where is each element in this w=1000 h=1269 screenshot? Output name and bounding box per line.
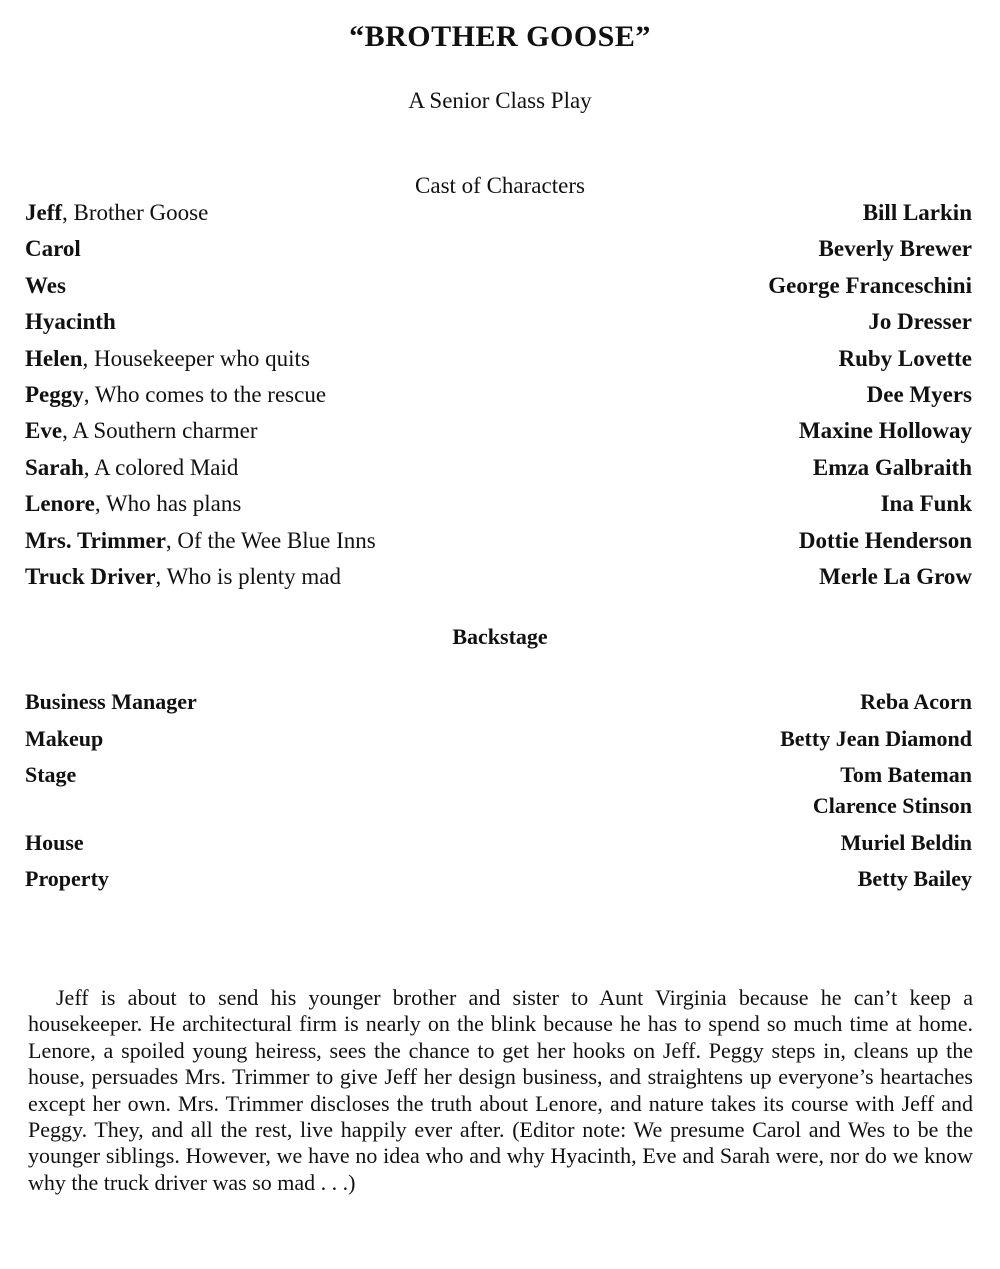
- character-name: Sarah: [25, 454, 84, 480]
- page-title: “BROTHER GOOSE”: [349, 20, 651, 53]
- crew-row: [25, 827, 972, 858]
- crew-job: Stage: [25, 762, 77, 787]
- crew-row: [25, 723, 972, 754]
- character-description: , Of the Wee Blue Inns: [165, 527, 376, 553]
- character-name: Carol: [25, 236, 81, 262]
- character: [25, 455, 238, 481]
- crew-job: House: [25, 829, 84, 855]
- crew-row: [25, 863, 972, 894]
- crew-names: [813, 759, 972, 821]
- cast-row: [25, 418, 972, 454]
- character-name: Truck Driver: [25, 563, 156, 589]
- actor-name: Ina Funk: [880, 491, 972, 517]
- actor-name: Beverly Brewer: [818, 236, 972, 262]
- character-name: Peggy: [25, 381, 84, 407]
- cast-row: [25, 273, 972, 309]
- crew-member: Betty Bailey: [857, 866, 972, 891]
- character: [25, 491, 241, 517]
- crew-row: [25, 759, 972, 821]
- actor-name: Jo Dresser: [868, 309, 972, 335]
- crew-member: Muriel Beldin: [840, 829, 972, 855]
- actor-name: Dottie Henderson: [798, 527, 972, 553]
- crew-job: Property: [25, 866, 109, 891]
- cast-row: [25, 491, 972, 527]
- crew-names: [860, 686, 972, 717]
- cast-row: [25, 382, 972, 418]
- character-description: , Who is plenty mad: [155, 563, 341, 589]
- cast-row: [25, 346, 972, 382]
- cast-row: [25, 564, 972, 600]
- crew-names: [858, 863, 972, 894]
- crew-names: [780, 723, 972, 754]
- crew-list: [25, 686, 972, 900]
- character-name: Wes: [25, 272, 66, 298]
- character: [25, 273, 66, 299]
- actor-name: Maxine Holloway: [798, 418, 972, 444]
- actor-name: George Franceschini: [768, 272, 972, 298]
- actor-name: Dee Myers: [866, 381, 972, 407]
- crew-job: Business Manager: [25, 689, 197, 714]
- character: [25, 346, 310, 372]
- character-description: , A colored Maid: [83, 454, 239, 480]
- character-name: Helen: [25, 345, 83, 371]
- cast-row: [25, 455, 972, 491]
- character-name: Hyacinth: [25, 309, 116, 335]
- crew-names: [841, 827, 972, 858]
- character-description: , Housekeeper who quits: [82, 345, 310, 371]
- character: [25, 528, 376, 554]
- character: [25, 382, 326, 408]
- crew-member: Clarence Stinson: [812, 793, 972, 818]
- cast-list: [25, 200, 972, 600]
- crew-job: Makeup: [25, 725, 104, 751]
- actor-name: Ruby Lovette: [838, 345, 972, 371]
- character: [25, 309, 116, 335]
- backstage-heading: Backstage: [452, 624, 548, 649]
- cast-row: [25, 200, 972, 236]
- page-subtitle: A Senior Class Play: [408, 88, 592, 113]
- character: [25, 418, 258, 444]
- character: [25, 236, 81, 262]
- crew-row: [25, 686, 972, 717]
- cast-heading: Cast of Characters: [415, 173, 585, 198]
- actor-name: Bill Larkin: [862, 200, 972, 225]
- actor-name: Emza Galbraith: [812, 454, 972, 480]
- character-description: , Who comes to the rescue: [83, 381, 327, 407]
- character-description: , Brother Goose: [62, 200, 209, 225]
- character-description: , A Southern charmer: [62, 418, 258, 444]
- character-name: Eve: [25, 418, 63, 444]
- character-name: Mrs. Trimmer: [25, 527, 166, 553]
- cast-row: [25, 528, 972, 564]
- cast-row: [25, 236, 972, 272]
- actor-name: Merle La Grow: [819, 563, 972, 589]
- character-name: Jeff: [25, 200, 63, 225]
- crew-member: Reba Acorn: [860, 689, 972, 714]
- cast-row: [25, 309, 972, 345]
- character: [25, 200, 208, 226]
- crew-member: Tom Bateman: [840, 762, 972, 787]
- character: [25, 564, 341, 590]
- crew-member: Betty Jean Diamond: [780, 725, 972, 751]
- synopsis-paragraph: Jeff is about to send his younger brother and sister to Aunt Virginia because he can’t keep a housekeeper. He architectural firm is nearly on the blink because he has to spend so much time at home. Lenore, a spoiled young heiress, sees the chance to get her hooks on Jeff. Peggy steps in, cleans up the house, persuades Mrs. Trimmer to give Jeff her design business, and straightens up everyone’s heartaches except her own. Mrs. Trimmer discloses the truth about Lenore, and nature takes its course with Jeff and Peggy. They, and all the rest, live happily ever after. (Editor note: We presume Carol and Wes to be the younger siblings. However, we have no idea who and why Hyacinth, Eve and Sarah were, nor do we know why the truck driver was so mad . . .): [28, 985, 973, 1195]
- character-description: , Who has plans: [94, 491, 242, 517]
- character-name: Lenore: [25, 491, 95, 517]
